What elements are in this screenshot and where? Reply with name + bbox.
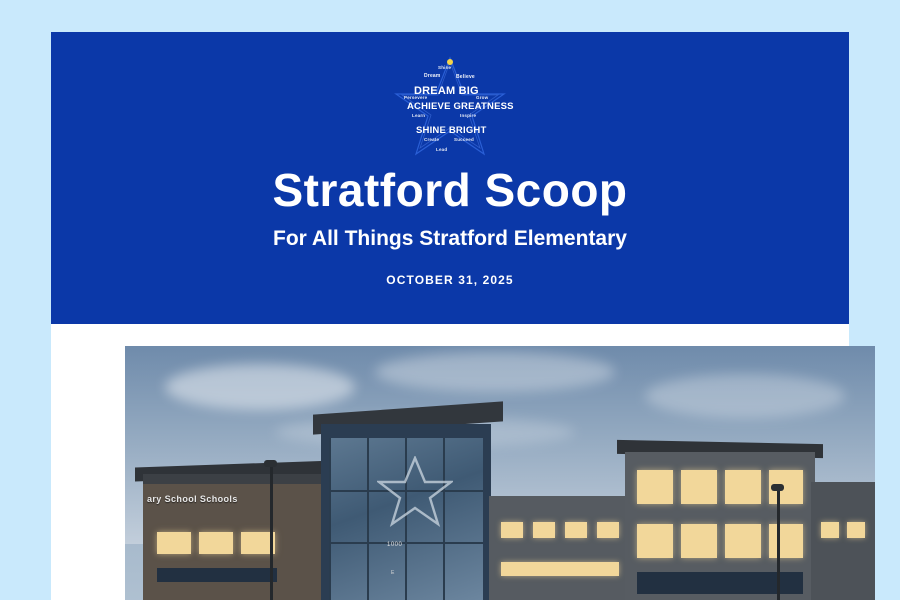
cloud	[165, 364, 355, 410]
hero-image	[125, 346, 875, 600]
window	[199, 532, 233, 554]
building-far-right	[811, 482, 875, 600]
window	[637, 524, 673, 558]
logo-word-small: Create	[424, 137, 440, 142]
lamp-head	[771, 484, 784, 491]
window	[847, 522, 865, 538]
cloud	[645, 374, 845, 418]
building-left-wing	[143, 474, 323, 600]
building-right-wing	[625, 452, 815, 600]
window	[769, 524, 803, 558]
window	[501, 562, 619, 576]
mullion	[367, 438, 369, 600]
lamp-post	[270, 464, 273, 600]
lamp-post	[777, 488, 780, 600]
page-subtitle: For All Things Stratford Elementary	[273, 227, 627, 251]
logo-word-small: Believe	[456, 74, 475, 80]
building-sign: ary School Schools	[147, 494, 238, 504]
mullion	[329, 542, 483, 544]
window	[821, 522, 839, 538]
logo-word-primary: DREAM BIG	[414, 85, 479, 97]
logo-word-secondary: ACHIEVE GREATNESS	[407, 101, 514, 112]
newsletter-card	[51, 32, 849, 600]
issue-date: OCTOBER 31, 2025	[386, 273, 514, 288]
logo-word-small: Shine	[438, 65, 452, 70]
lamp-head	[264, 460, 277, 467]
logo-word-small: Inspire	[460, 113, 477, 118]
logo-container	[81, 56, 819, 160]
hero-image-container	[51, 324, 849, 600]
window	[637, 470, 673, 504]
entry-door-label: E	[391, 570, 395, 576]
logo-word-small: Dream	[424, 73, 441, 79]
building-mid-block	[489, 496, 631, 600]
cloud	[375, 352, 615, 392]
window	[157, 568, 277, 582]
logo-word-small: Persevere	[404, 95, 428, 100]
window	[725, 524, 761, 558]
window	[681, 524, 717, 558]
logo-word-small: Succeed	[454, 137, 474, 142]
mullion	[329, 438, 331, 600]
window	[157, 532, 191, 554]
logo-word-tertiary: SHINE BRIGHT	[416, 125, 487, 136]
window	[533, 522, 555, 538]
window	[565, 522, 587, 538]
star-graphic-on-glass	[377, 456, 453, 528]
newsletter-header	[51, 32, 849, 324]
window	[501, 522, 523, 538]
window	[725, 470, 761, 504]
logo-word-small: Lead	[436, 147, 448, 152]
star-word-cloud-logo	[394, 56, 514, 160]
page-title: Stratford Scoop	[272, 164, 628, 216]
window	[597, 522, 619, 538]
logo-word-small: Learn	[412, 113, 426, 118]
window	[681, 470, 717, 504]
building-address: 1000	[387, 542, 403, 548]
logo-word-small: Grow	[476, 95, 489, 100]
